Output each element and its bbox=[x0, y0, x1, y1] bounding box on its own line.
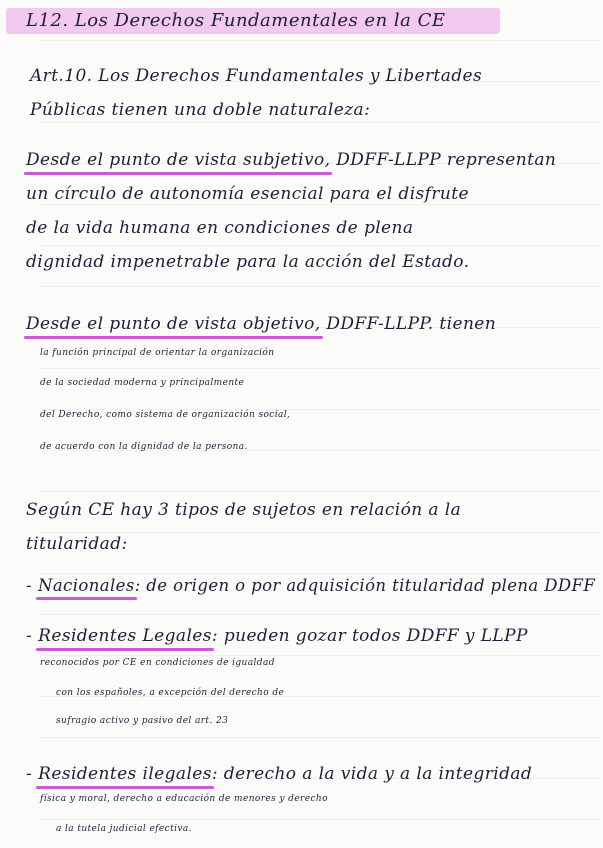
item-text: : pueden gozar todos DDFF y LLPP bbox=[211, 626, 528, 646]
residentes-legales-line-3: con los españoles, a excepción del derecho de bbox=[56, 688, 285, 698]
objetivo-line-2: la función principal de orientar la organización bbox=[40, 348, 275, 358]
page-title: L12. Los Derechos Fundamentales en la CE bbox=[26, 10, 446, 31]
residentes-legales-line-4: sufragio activo y pasivo del art. 23 bbox=[56, 716, 229, 726]
objetivo-line-5: de acuerdo con la dignidad de la persona. bbox=[40, 442, 248, 452]
titularidad-line-1: Según CE hay 3 tipos de sujetos en relación a la bbox=[26, 500, 462, 520]
item-label-nacionales: Nacionales bbox=[37, 576, 135, 595]
item-label-residentes-legales: Residentes Legales bbox=[38, 626, 212, 646]
objetivo-heading: Desde el punto de vista objetivo, bbox=[26, 314, 321, 334]
item-label-residentes-ilegales: Residentes ilegales bbox=[38, 764, 212, 784]
subjetivo-line-2: un círculo de autonomía esencial para el disfrute bbox=[26, 184, 469, 204]
item-text: : derecho a la vida y a la integridad bbox=[211, 764, 533, 784]
objetivo-line-1-rest: DDFF-LLPP. tienen bbox=[320, 314, 497, 334]
item-nacionales bbox=[26, 576, 596, 595]
item-dash: - bbox=[26, 576, 32, 595]
subjetivo-heading: Desde el punto de vista subjetivo, bbox=[26, 150, 331, 170]
objetivo-line-1 bbox=[26, 314, 586, 334]
intro-line-1: Art.10. Los Derechos Fundamentales y Libertades bbox=[30, 66, 483, 86]
subjetivo-line-3: de la vida humana en condiciones de plena bbox=[26, 218, 414, 238]
subjetivo-line-1-rest: DDFF-LLPP representan bbox=[330, 150, 557, 170]
item-residentes-legales bbox=[26, 626, 586, 646]
item-dash: - bbox=[26, 626, 33, 646]
objetivo-line-3: de la sociedad moderna y principalmente bbox=[40, 378, 245, 388]
subjetivo-line-1 bbox=[26, 150, 586, 170]
intro-line-2: Públicas tienen una doble naturaleza: bbox=[30, 100, 371, 120]
item-dash: - bbox=[26, 764, 33, 784]
subjetivo-line-4: dignidad impenetrable para la acción del Estado. bbox=[26, 252, 470, 272]
objetivo-line-4: del Derecho, como sistema de organización social, bbox=[40, 410, 291, 420]
titularidad-line-2: titularidad: bbox=[26, 534, 128, 554]
item-residentes-ilegales bbox=[26, 764, 586, 784]
residentes-legales-line-2: reconocidos por CE en condiciones de igualdad bbox=[40, 658, 275, 668]
residentes-ilegales-line-3: a la tutela judicial efectiva. bbox=[56, 824, 192, 834]
item-text: : de origen o por adquisición titularidad plena DDFF bbox=[134, 576, 596, 595]
residentes-ilegales-line-2: física y moral, derecho a educación de menores y derecho bbox=[40, 794, 328, 804]
